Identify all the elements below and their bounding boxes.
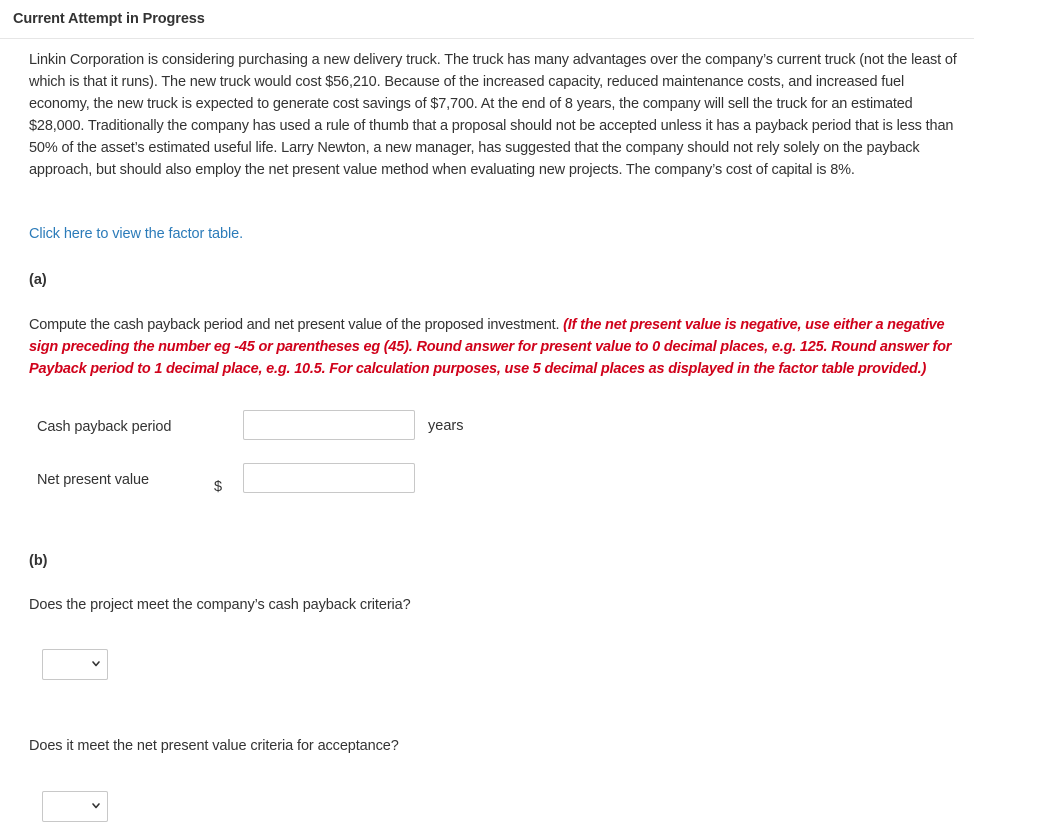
payback-criteria-question: Does the project meet the company’s cash payback criteria? — [29, 597, 411, 613]
part-a-label: (a) — [29, 272, 47, 288]
part-b-label: (b) — [29, 553, 48, 569]
npv-input[interactable] — [243, 463, 415, 493]
npv-criteria-select[interactable] — [42, 791, 108, 822]
problem-statement: Linkin Corporation is considering purchasing a new delivery truck. The truck has many advantages over the company’s current truck (not the least of which is that it runs). The new truck would cost $56,210. Because of the increased capacity, reduced maintenance costs, and increased fuel economy, the new truck is expected to generate cost savings of $7,700. At the end of 8 years, the company will sell the truck for an estimated $28,000. Traditionally the company has used a rule of thumb that a proposal should not be accepted unless it has a payback period that is less than 50% of the asset’s estimated useful life. Larry Newton, a new manager, has suggested that the company should not rely solely on the payback approach, but should also employ the net present value method when evaluating new projects. The company’s cost of capital is 8%. — [29, 52, 957, 178]
page-title: Current Attempt in Progress — [13, 11, 205, 27]
npv-criteria-question: Does it meet the net present value criteria for acceptance? — [29, 738, 399, 754]
npv-label: Net present value — [37, 472, 149, 488]
factor-table-link[interactable]: Click here to view the factor table. — [29, 226, 243, 242]
currency-symbol: $ — [214, 479, 223, 495]
header-bar — [0, 0, 974, 39]
instruction-rounding-note: (If the net present value is negative, use either a negative sign preceding the number eg -45 or parentheses eg (45). Round answer for present value to 0 decimal places, e.g. 125. Round answer for Payback period to 1 decimal place, e.g. 10.5. For calculation purposes, use 5 decimal places as displayed in the factor table provided.) — [29, 317, 952, 377]
payback-unit: years — [428, 418, 464, 434]
part-a-instructions — [29, 314, 959, 380]
payback-input[interactable] — [243, 410, 415, 440]
payback-criteria-select[interactable] — [42, 649, 108, 680]
payback-label: Cash payback period — [37, 419, 172, 435]
instruction-text: Compute the cash payback period and net present value of the proposed investment. — [29, 317, 560, 333]
chevron-down-icon — [91, 658, 101, 670]
chevron-down-icon — [91, 800, 101, 812]
